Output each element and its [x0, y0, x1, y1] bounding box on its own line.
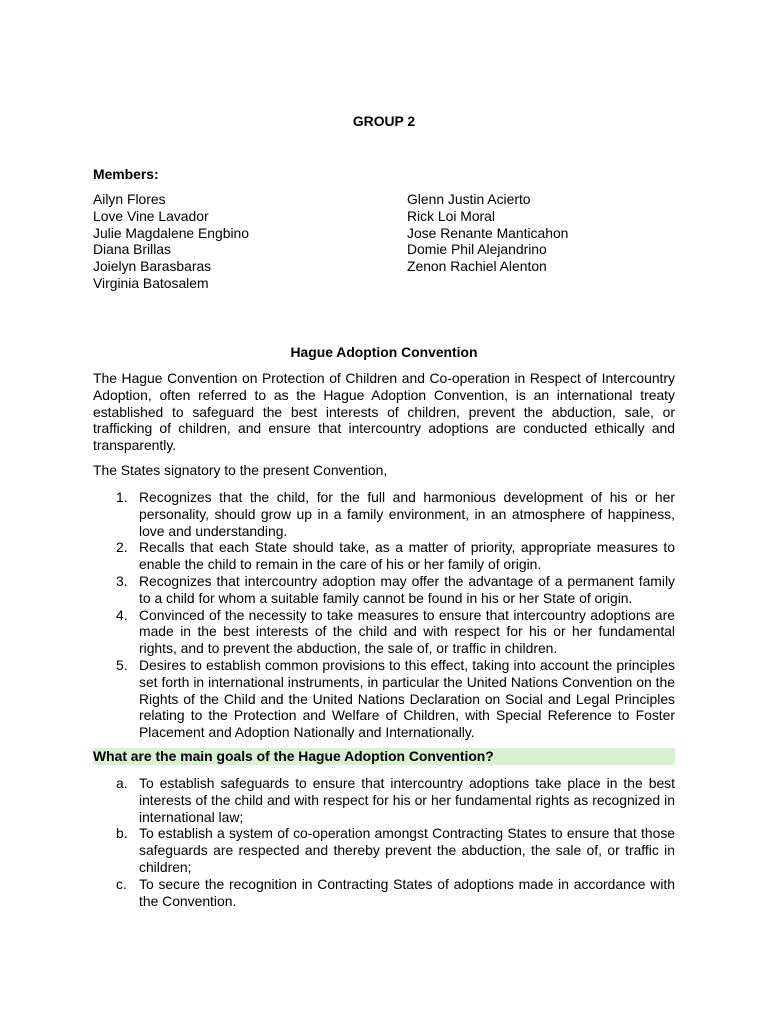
member-name: Glenn Justin Acierto	[407, 191, 531, 207]
list-item-text: Convinced of the necessity to take measures to ensure that intercountry adoptions are made in the best interests of the child and with respect for his or her fundamental rights, and to prevent the abduction, the sale of, or traffic in children.	[139, 606, 675, 657]
goals-list	[93, 775, 675, 909]
list-item	[93, 489, 675, 539]
section-title: Hague Adoption Convention	[290, 344, 478, 360]
member-name: Ailyn Flores	[93, 191, 166, 207]
lead-sentence: The States signatory to the present Convention,	[93, 462, 388, 478]
list-item	[93, 876, 675, 910]
list-marker: b.	[116, 825, 128, 842]
member-name: Love Vine Lavador	[93, 207, 209, 224]
member-name: Rick Loi Moral	[407, 207, 495, 224]
list-item	[93, 607, 675, 657]
member-name: Diana Brillas	[93, 241, 171, 258]
recitals-list	[93, 489, 675, 741]
list-item	[93, 539, 675, 573]
list-item-text: To secure the recognition in Contracting States of adoptions made in accordance with the Convention.	[139, 875, 675, 909]
list-item	[93, 825, 675, 875]
list-item-text: Recognizes that the child, for the full and harmonious development of his or her personality, should grow up in a family environment, in an atmosphere of happiness, love and understanding.	[139, 489, 675, 539]
member-name: Jose Renante Manticahon	[407, 224, 569, 241]
members-column-right	[407, 191, 675, 275]
intro-paragraph: The Hague Convention on Protection of Children and Co-operation in Respect of Intercountry Adoption, often referred to as the Hague Adoption Convention, is an international treaty established to safeguard the best interests of children, prevent the abduction, sale, or trafficking of children, and ensure that intercountry adoptions are conducted ethically and transparently.	[93, 370, 675, 454]
list-marker: a.	[116, 775, 128, 791]
members-column-left	[93, 191, 393, 292]
list-item	[93, 775, 675, 825]
list-item-text: To establish safeguards to ensure that intercountry adoptions take place in the best interests of the child and with respect for his or her fundamental rights as recognized in international law;	[139, 775, 675, 825]
member-name: Virginia Batosalem	[93, 274, 209, 291]
group-title: GROUP 2	[352, 113, 416, 129]
list-item	[93, 573, 675, 607]
list-marker: 2.	[116, 539, 128, 556]
list-marker: 3.	[116, 572, 128, 589]
highlighted-question: What are the main goals of the Hague Adoption Convention?	[93, 748, 675, 765]
list-item-text: Recognizes that intercountry adoption may offer the advantage of a permanent family to a child for whom a suitable family cannot be found in his or her State of origin.	[139, 572, 675, 606]
member-name: Joielyn Barasbaras	[93, 258, 212, 275]
list-marker: c.	[116, 875, 127, 892]
member-name: Zenon Rachiel Alenton	[407, 258, 547, 275]
members-label: Members:	[93, 166, 159, 182]
list-item-text: Recalls that each State should take, as a matter of priority, appropriate measures to enable the child to remain in the care of his or her family of origin.	[139, 539, 675, 573]
member-name: Julie Magdalene Engbino	[93, 224, 249, 241]
list-item	[93, 657, 675, 741]
list-item-text: Desires to establish common provisions to this effect, taking into account the principles set forth in international instruments, in particular the United Nations Convention on the Rights of the Child and the United Nations Declaration on Social and Legal Principles relating to the Protection and Welfare of Children, with Special Reference to Foster Placement and Adoption Nationally and Internationally.	[139, 656, 675, 741]
list-item-text: To establish a system of co-operation amongst Contracting States to ensure that those safeguards are respected and thereby prevent the abduction, the sale of, or traffic in children;	[139, 825, 675, 875]
list-marker: 5.	[116, 656, 128, 673]
list-marker: 4.	[116, 606, 128, 623]
list-marker: 1.	[116, 489, 128, 505]
member-name: Domie Phil Alejandrino	[407, 241, 547, 258]
